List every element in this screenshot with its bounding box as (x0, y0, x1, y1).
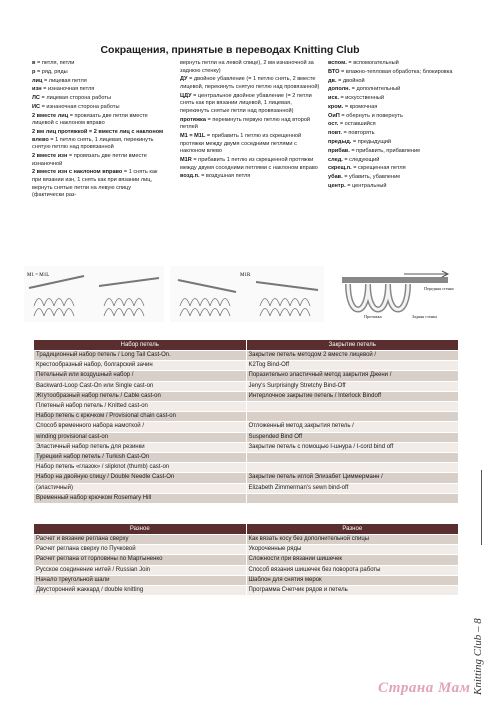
abbrev-definition: = оставшийся (338, 121, 376, 128)
abbrev-definition: = 1 снять как при вязании изн, 1 снять как при вязании лиц, вернуть снятые петли на левую спицу (фактически раз- (32, 169, 158, 199)
m1l-drawing (24, 266, 164, 322)
header-bind-off: Закрытие петель (246, 340, 459, 351)
abbrev-entry (328, 78, 463, 86)
abbrev-term: дв. (328, 77, 337, 84)
table-cell: K2Tog Bind-Off (246, 361, 459, 371)
table-cell: Закрытие петель методом 2 вместе лицевой / (246, 351, 459, 361)
abbrev-term: иск. (328, 95, 339, 102)
table-cell (246, 402, 459, 412)
abbrev-term: предыд. (328, 139, 352, 146)
m1l-illustration (24, 266, 164, 322)
table-cell: Русское соединение нитей / Russian Join (34, 565, 247, 575)
abbrev-entry (328, 139, 463, 147)
table-cell: Набор петель «глазок» / slipknot (thumb) cast-on (34, 463, 247, 473)
table-row (34, 432, 459, 442)
abbrev-entry (180, 93, 320, 116)
m1l-label: M1 = M1L (27, 273, 50, 278)
table-cell: Расчет реглана от горловины по Мартыненко (34, 555, 247, 565)
table-cell: Elizabeth Zimmerman's sewn bind-off (246, 483, 459, 493)
loop-diagram-drawing (334, 266, 456, 322)
table-row (34, 586, 459, 596)
abbrev-definition: = прибавить, прибавление (349, 147, 421, 154)
abbrev-column-1 (32, 60, 164, 201)
abbrev-definition: = лицевая сторона работы (39, 95, 111, 102)
abbrev-term: 2 вместе лиц (32, 112, 69, 119)
front-wall-label: Передняя стенка (424, 286, 454, 291)
table-row (34, 442, 459, 452)
table-cell: Как вязать косу без дополнительной спицы (246, 535, 459, 545)
sidebar-divider (481, 470, 482, 545)
abbrev-term: след. (328, 156, 343, 163)
abbrev-entry (328, 174, 463, 182)
abbrev-term: прибав. (328, 147, 350, 154)
table-cell: winding provisional cast-on (34, 432, 247, 442)
table-cell: Временный набор крючком Rosemary Hill (34, 493, 247, 503)
table-cell: Начало треугольной шали (34, 575, 247, 585)
abbrev-entry (180, 173, 320, 181)
table-cell: Отложенный метод закрытия петель / (246, 422, 459, 432)
cast-on-bind-off-table (33, 339, 459, 504)
abbrev-definition: = двойной (336, 77, 365, 84)
abbrev-definition: = прибавить 1 петлю из скрещенной протяжки между двумя соседними петлями с наклоном влево (180, 133, 302, 155)
abbrev-definition: = влажно-тепловая обработка; блокировка (339, 68, 453, 75)
abbrev-definition: = изнаночная петля (41, 86, 95, 93)
abbrev-entry (32, 153, 164, 168)
loop-structure-diagram (334, 266, 456, 322)
table-row (34, 565, 459, 575)
abbrev-definition: = ряд, ряды (35, 68, 68, 75)
abbrev-column-3 (328, 60, 463, 192)
misc-table (33, 523, 459, 596)
watermark: Страна Мам (378, 680, 471, 696)
abbrev-entry (32, 69, 164, 77)
abbrev-entry (180, 133, 320, 156)
table-cell: Закрытие петель иглой Элизабет Циммерманн / (246, 473, 459, 483)
table-cell (246, 453, 459, 463)
abbrev-definition: = искусственный (338, 95, 384, 102)
table-cell: Suspended Bind Off (246, 432, 459, 442)
abbrev-term: вспом. (328, 60, 347, 66)
abbrev-term: кром. (328, 103, 344, 110)
abbrev-definition: = убавить, убавление (342, 174, 401, 181)
abbrev-definition: = двойное убавление (= 1 петлю снять, 2 вместе лицевой, перекинуть снятую петлю над провязанной) (180, 76, 320, 90)
table-row (34, 493, 459, 503)
abbrev-definition: = перекинуть первую петлю над второй петлей (180, 116, 311, 131)
abbrev-definition: = петля, петли (35, 60, 75, 66)
sidebar (468, 545, 488, 705)
abbrev-definition: = центральное двойное убавление (= 2 петли снять как при вязании лицевой, 1 лицевая, перекинуть снятые петли над провязанной) (180, 92, 312, 114)
abbrev-entry (32, 104, 164, 112)
abbrev-entry (328, 86, 463, 94)
table-row (34, 545, 459, 555)
table-row (34, 453, 459, 463)
sidebar-title: Knitting Club – 8 (472, 618, 484, 695)
abbrev-term: изн (32, 86, 42, 93)
abbrev-entry (32, 129, 164, 152)
abbrev-definition: = кромочная (343, 103, 378, 110)
abbrev-definition: = вспомогательный (346, 60, 399, 66)
table-cell: Петельный или воздушный набор / (34, 371, 247, 381)
abbrev-term: лиц (32, 77, 43, 84)
table-row (34, 422, 459, 432)
abbrev-entry (32, 60, 164, 68)
table-cell: (эластичный) (34, 483, 247, 493)
abbrev-entry (328, 130, 463, 138)
abbrev-entry (180, 76, 320, 91)
table-cell: Сложности при вязании шишечек (246, 555, 459, 565)
table-row (34, 351, 459, 361)
abbrev-entry (180, 117, 320, 132)
table-cell: Шаблон для снятия мерок (246, 575, 459, 585)
table-cell: Jeny's Surprisingly Stretchy Bind-Off (246, 381, 459, 391)
table-cell: Способ временного набора намоткой / (34, 422, 247, 432)
abbrev-entry (180, 157, 320, 172)
abbrev-entry (32, 169, 164, 199)
abbrev-term: ОиП (328, 112, 340, 119)
abbrev-entry (328, 69, 463, 77)
abbrev-entry (328, 104, 463, 112)
abbrev-term: 2 вместе изн (32, 153, 68, 160)
table-cell: Расчет реглана сверху по Пучковой (34, 545, 247, 555)
abbrev-definition: = центральный (345, 182, 387, 189)
table-cell: Двусторонний жаккард / double knitting (34, 586, 247, 596)
table-row (34, 535, 459, 545)
abbrev-definition: = скрещенная петля (351, 165, 406, 172)
table-cell: Набор петель с крючком / Provisional chain cast-on (34, 412, 247, 422)
abbrev-term: М1R (180, 157, 192, 164)
table-row (34, 412, 459, 422)
abbrev-entry (328, 165, 463, 173)
abbrev-definition: = воздушная петля (199, 173, 251, 180)
header-cast-on: Набор петель (34, 340, 247, 351)
table-cell (246, 412, 459, 422)
abbrev-definition: = предыдущий (351, 139, 392, 146)
abbrev-term: М1 = М1L (180, 133, 206, 140)
abbrev-term: ДУ (180, 76, 188, 83)
table-cell: Крестообразный набор, болгарский зачин (34, 361, 247, 371)
table-cell: Программа Счетчик рядов и петель (246, 586, 459, 596)
abbrev-term: 2 вместе изн с наклоном вправо (32, 169, 123, 176)
table-cell: Укороченные ряды (246, 545, 459, 555)
abbrev-term: р (32, 68, 36, 75)
abbrev-column-2 (180, 60, 320, 182)
abbrev-term: скрещ.п. (328, 165, 352, 172)
abbrev-entry (328, 113, 463, 121)
table-cell: Расчет и вязание реглана сверху (34, 535, 247, 545)
abbrev-definition: = прибавить 1 петлю из скрещенной протяжки между двумя соседними петлями с наклоном вправо (180, 157, 318, 171)
abbrev-entry (328, 95, 463, 103)
illustrations-row (24, 266, 456, 322)
abbrev-entry (32, 86, 164, 94)
header-misc-right: Разное (246, 524, 459, 535)
table-cell: Набор на двойную спицу / Double Needle Cast-On (34, 473, 247, 483)
table-cell: Backward-Loop Cast-On или Single cast-on (34, 381, 247, 391)
abbrev-entry (180, 60, 320, 75)
abbrev-definition: = провязать две петли вместе изнаночной (32, 153, 147, 167)
abbrev-term: возд.п. (180, 173, 200, 180)
m1r-label: M1R (240, 273, 251, 278)
abbrev-entry (32, 113, 164, 128)
abbrev-entry (328, 60, 463, 68)
abbrev-definition: = изнаночная сторона работы (40, 103, 120, 110)
table-row (34, 463, 459, 473)
abbrev-term: ВТО (328, 68, 340, 75)
abbrev-term: повт. (328, 130, 342, 137)
table-cell: Турецкий набор петель / Turkish Cast-On (34, 453, 247, 463)
abbrev-term: ЦДУ (180, 92, 192, 99)
header-misc-left: Разное (34, 524, 247, 535)
abbrev-definition: = дополнительный (350, 86, 401, 93)
abbrev-term: ИС (32, 103, 41, 110)
table-cell: Плетеный набор петель / Knitted cast-on (34, 402, 247, 412)
abbrev-definition: = обернуть и повернуть (339, 112, 403, 119)
table-cell: Традиционный набор петель / Long Tail Cast-On. (34, 351, 247, 361)
strand-label: Протяжка (364, 314, 382, 319)
abbrev-definition: вернуть петли на левой спице), 2 вм изнаночной за заднюю стенку) (180, 60, 314, 74)
abbrev-definition: = провязать две петли вместе лицевой с наклоном вправо (32, 112, 148, 127)
table-row (34, 361, 459, 371)
table-row (34, 555, 459, 565)
table-row (34, 371, 459, 381)
abbrev-entry (32, 78, 164, 86)
table-cell: Жгутообразный набор петель / Cable cast-on (34, 391, 247, 401)
abbrev-term: протяжка (180, 116, 206, 123)
table-row (34, 391, 459, 401)
abbrev-term: ост. (328, 121, 339, 128)
abbrev-entry (32, 95, 164, 103)
table-cell: Способ вязания шишечек без поворота работы (246, 565, 459, 575)
abbrev-term: в (32, 60, 36, 66)
table-row (34, 575, 459, 585)
table-row (34, 483, 459, 493)
abbrev-term: убав. (328, 174, 343, 181)
table-row (34, 473, 459, 483)
abbrev-term: центр. (328, 182, 346, 189)
abbrev-definition: = 1 петлю снять, 1 лицевая, перекинуть снятую петлю над провязанной (32, 136, 154, 151)
m1r-illustration (170, 266, 324, 322)
abbrev-definition: = повторять (341, 130, 375, 137)
abbrev-term: ЛС (32, 95, 40, 102)
abbrev-term: дополн. (328, 86, 351, 93)
m1r-drawing (170, 266, 324, 322)
abbrev-entry (328, 121, 463, 129)
table-cell (246, 463, 459, 473)
table-cell: Поразительно эластичный метод закрытия Джени / (246, 371, 459, 381)
abbrev-definition: = следующий (342, 156, 380, 163)
table-cell: Эластичный набор петель для резинки (34, 442, 247, 452)
abbrev-term: 2 вм лиц протяжкой = 2 вместе лиц с наклоном влево (32, 129, 164, 143)
table-cell: Интерлочное закрытие петель / Interlock Bindoff (246, 391, 459, 401)
table-row (34, 381, 459, 391)
page-title: Сокращения, принятые в переводах Knitting Club (100, 44, 360, 56)
abbrev-entry (328, 148, 463, 156)
table-cell: Закрытие петель с помощью I-шнура / I-cord bind off (246, 442, 459, 452)
table-row (34, 402, 459, 412)
abbrev-entry (328, 183, 463, 191)
abbrev-entry (328, 157, 463, 165)
abbrev-definition: = лицевая петля (42, 77, 87, 84)
table-cell (246, 493, 459, 503)
back-wall-label: Задняя стенка (412, 314, 437, 319)
